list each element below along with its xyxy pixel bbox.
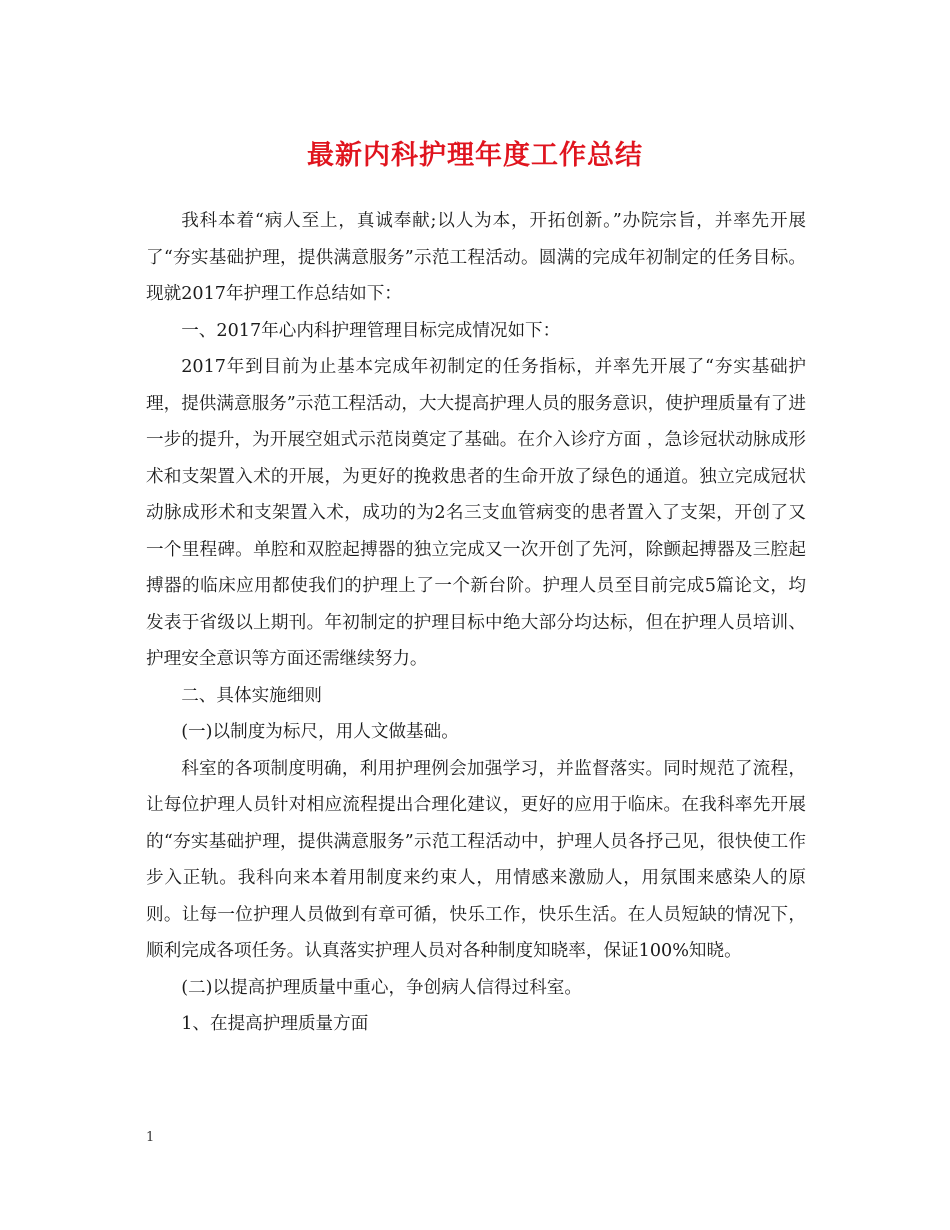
list-item-1: 1、在提高护理质量方面 (181, 1014, 369, 1034)
heading-section-1: 一、2017年心内科护理管理目标完成情况如下： (181, 320, 561, 341)
subheading-2-2: (二)以提高护理质量中重心，争创病人信得过科室。 (181, 977, 582, 998)
page-number: 1 (146, 1130, 155, 1145)
document-title: 最新内科护理年度工作总结 (307, 140, 643, 171)
paragraph-section-1: 2017年到目前为止基本完成年初制定的任务指标，并率先开展了“夯实基础护理，提供满意服务”示范工程活动，大大提高护理人员的服务意识，使护理质量有了进一步的提升，为开展空姐式示范岗奠定了基础。在介入诊疗方面 ，急诊冠状动脉成形术和支架置入术的开展，为更好的挽救患者的生命开放了绿色的通道。独立完成冠状动脉成形术和支架置入术，成功的为2名三支血管病变的患者置入了支架，开创了又一个里程碑。单腔和双腔起搏器的独立完成又一次开创了先河，除颤起搏器及三腔起搏器的临床应用都使我们的护理上了一个新台阶。护理人员至目前完成5篇论文，均发表于省级以上期刊。年初制定的护理目标中绝大部分均达标，但在护理人员培训、护理安全意识等方面还需继续努力。 (146, 357, 806, 669)
paragraph-intro: 我科本着“病人至上，真诚奉献;以人为本，开拓创新。”办院宗旨，并率先开展了“夯实基础护理，提供满意服务”示范工程活动。圆满的完成年初制定的任务目标。现就2017年护理工作总结如下： (146, 211, 806, 304)
document-body (146, 203, 806, 1043)
paragraph-section-2-1: 科室的各项制度明确，利用护理例会加强学习，并监督落实。同时规范了流程，让每位护理人员针对相应流程提出合理化建议，更好的应用于临床。在我科率先开展的“夯实基础护理，提供满意服务”示范工程活动中，护理人员各抒己见，很快使工作步入正轨。我科向来本着用制度来约束人，用情感来激励人，用氛围来感染人的原则。让每一位护理人员做到有章可循，快乐工作，快乐生活。在人员短缺的情况下，顺利完成各项任务。认真落实护理人员对各种制度知晓率，保证100%知晓。 (146, 758, 806, 961)
heading-section-2: 二、具体实施细则 (181, 685, 322, 706)
subheading-2-1: (一)以制度为标尺，用人文做基础。 (181, 722, 459, 742)
